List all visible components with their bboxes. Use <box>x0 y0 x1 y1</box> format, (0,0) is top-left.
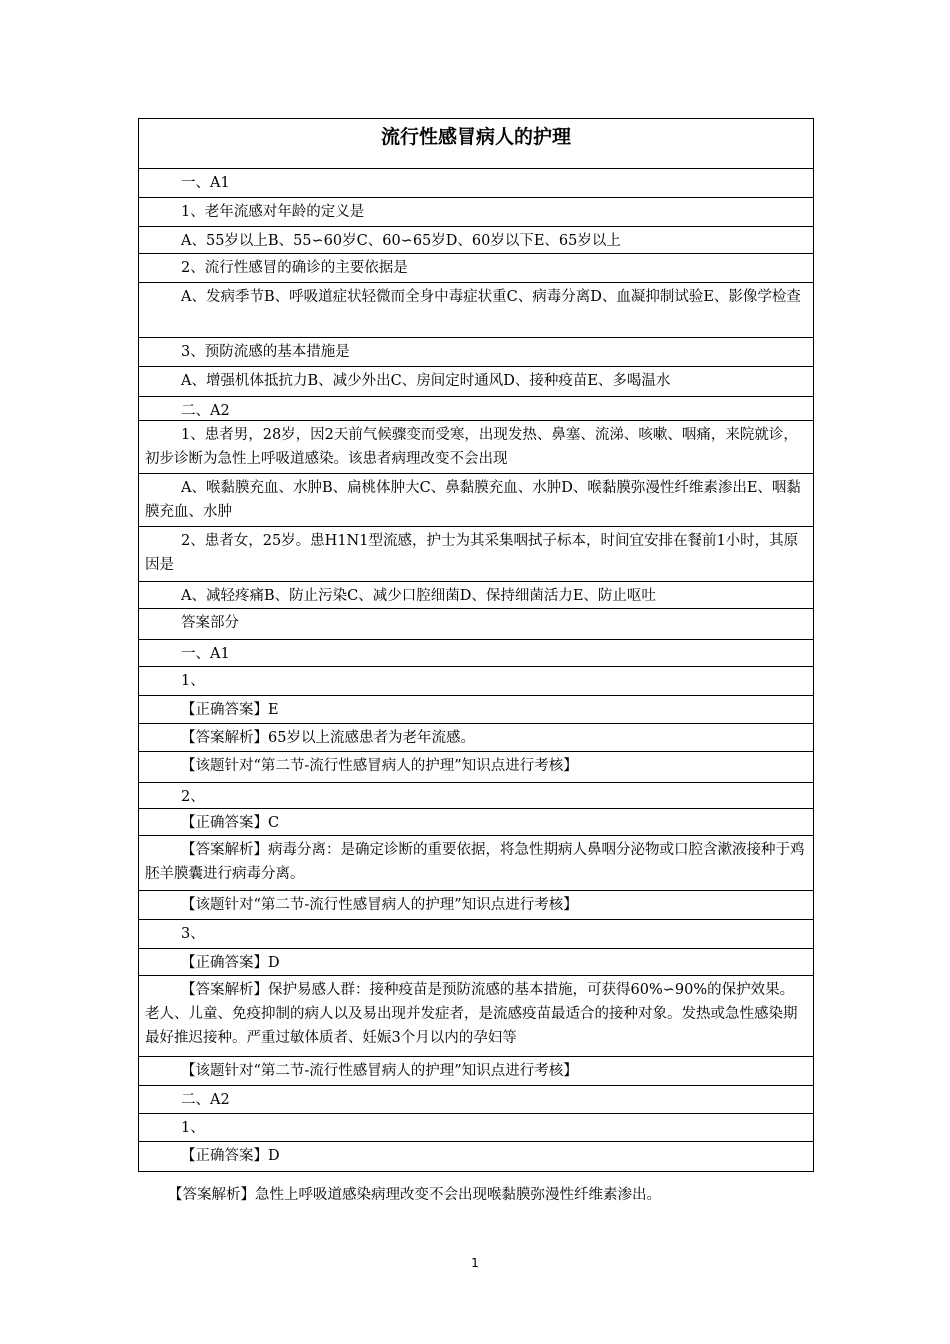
answers-heading: 答案部分 <box>139 609 813 640</box>
section-heading-a2: 二、A2 <box>139 397 813 421</box>
page-title: 流行性感冒病人的护理 <box>139 119 813 169</box>
question-table <box>138 118 814 1172</box>
answer-2-number: 2、 <box>139 783 813 809</box>
answer-1-analysis: 【答案解析】65岁以上流感患者为老年流感。 <box>139 724 813 752</box>
answer-3-topic: 【该题针对“第二节-流行性感冒病人的护理”知识点进行考核】 <box>139 1057 813 1086</box>
question-a2-1: 1、患者男，28岁，因2天前气候骤变而受寒，出现发热、鼻塞、流涕、咳嗽、咽痛，来院就诊，初步诊断为急性上呼吸道感染。该患者病理改变不会出现 <box>139 421 813 474</box>
answers-section-a2: 二、A2 <box>139 1086 813 1114</box>
question-1: 1、老年流感对年龄的定义是 <box>139 198 813 227</box>
answer-a2-1-analysis: 【答案解析】急性上呼吸道感染病理改变不会出现喉黏膜弥漫性纤维素渗出。 <box>168 1187 661 1203</box>
answer-2-correct: 【正确答案】C <box>139 809 813 836</box>
answer-1-topic: 【该题针对“第二节-流行性感冒病人的护理”知识点进行考核】 <box>139 752 813 783</box>
answer-a2-1-number: 1、 <box>139 1114 813 1142</box>
answer-2-topic: 【该题针对“第二节-流行性感冒病人的护理”知识点进行考核】 <box>139 891 813 920</box>
answer-1-number: 1、 <box>139 667 813 696</box>
answer-3-analysis: 【答案解析】保护易感人群：接种疫苗是预防流感的基本措施，可获得60%∽90%的保护效果。老人、儿童、免疫抑制的病人以及易出现并发症者，是流感疫苗最适合的接种对象。发热或急性感染期最好推迟接种。严重过敏体质者、妊娠3个月以内的孕妇等 <box>139 976 813 1057</box>
answer-2-analysis: 【答案解析】病毒分离：是确定诊断的重要依据，将急性期病人鼻咽分泌物或口腔含漱液接种于鸡胚羊膜囊进行病毒分离。 <box>139 836 813 891</box>
question-3: 3、预防流感的基本措施是 <box>139 338 813 367</box>
answer-a2-1-correct: 【正确答案】D <box>139 1142 813 1172</box>
answer-1-correct: 【正确答案】E <box>139 696 813 724</box>
question-3-options: A、增强机体抵抗力B、减少外出C、房间定时通风D、接种疫苗E、多喝温水 <box>139 367 813 397</box>
question-a2-2: 2、患者女，25岁。患H1N1型流感，护士为其采集咽拭子标本，时间宜安排在餐前1小时，其原因是 <box>139 527 813 582</box>
answer-3-number: 3、 <box>139 920 813 949</box>
question-a2-1-options: A、喉黏膜充血、水肿B、扁桃体肿大C、鼻黏膜充血、水肿D、喉黏膜弥漫性纤维素渗出E、咽黏膜充血、水肿 <box>139 474 813 527</box>
answer-3-correct: 【正确答案】D <box>139 949 813 976</box>
section-heading-a1: 一、A1 <box>139 169 813 198</box>
question-1-options: A、55岁以上B、55∽60岁C、60∽65岁D、60岁以下E、65岁以上 <box>139 227 813 254</box>
answers-section-a1: 一、A1 <box>139 640 813 667</box>
question-2-options: A、发病季节B、呼吸道症状轻微而全身中毒症状重C、病毒分离D、血凝抑制试验E、影像学检查 <box>139 283 813 338</box>
page-number: 1 <box>471 1256 479 1270</box>
question-a2-2-options: A、减轻疼痛B、防止污染C、减少口腔细菌D、保持细菌活力E、防止呕吐 <box>139 582 813 609</box>
question-2: 2、流行性感冒的确诊的主要依据是 <box>139 254 813 283</box>
